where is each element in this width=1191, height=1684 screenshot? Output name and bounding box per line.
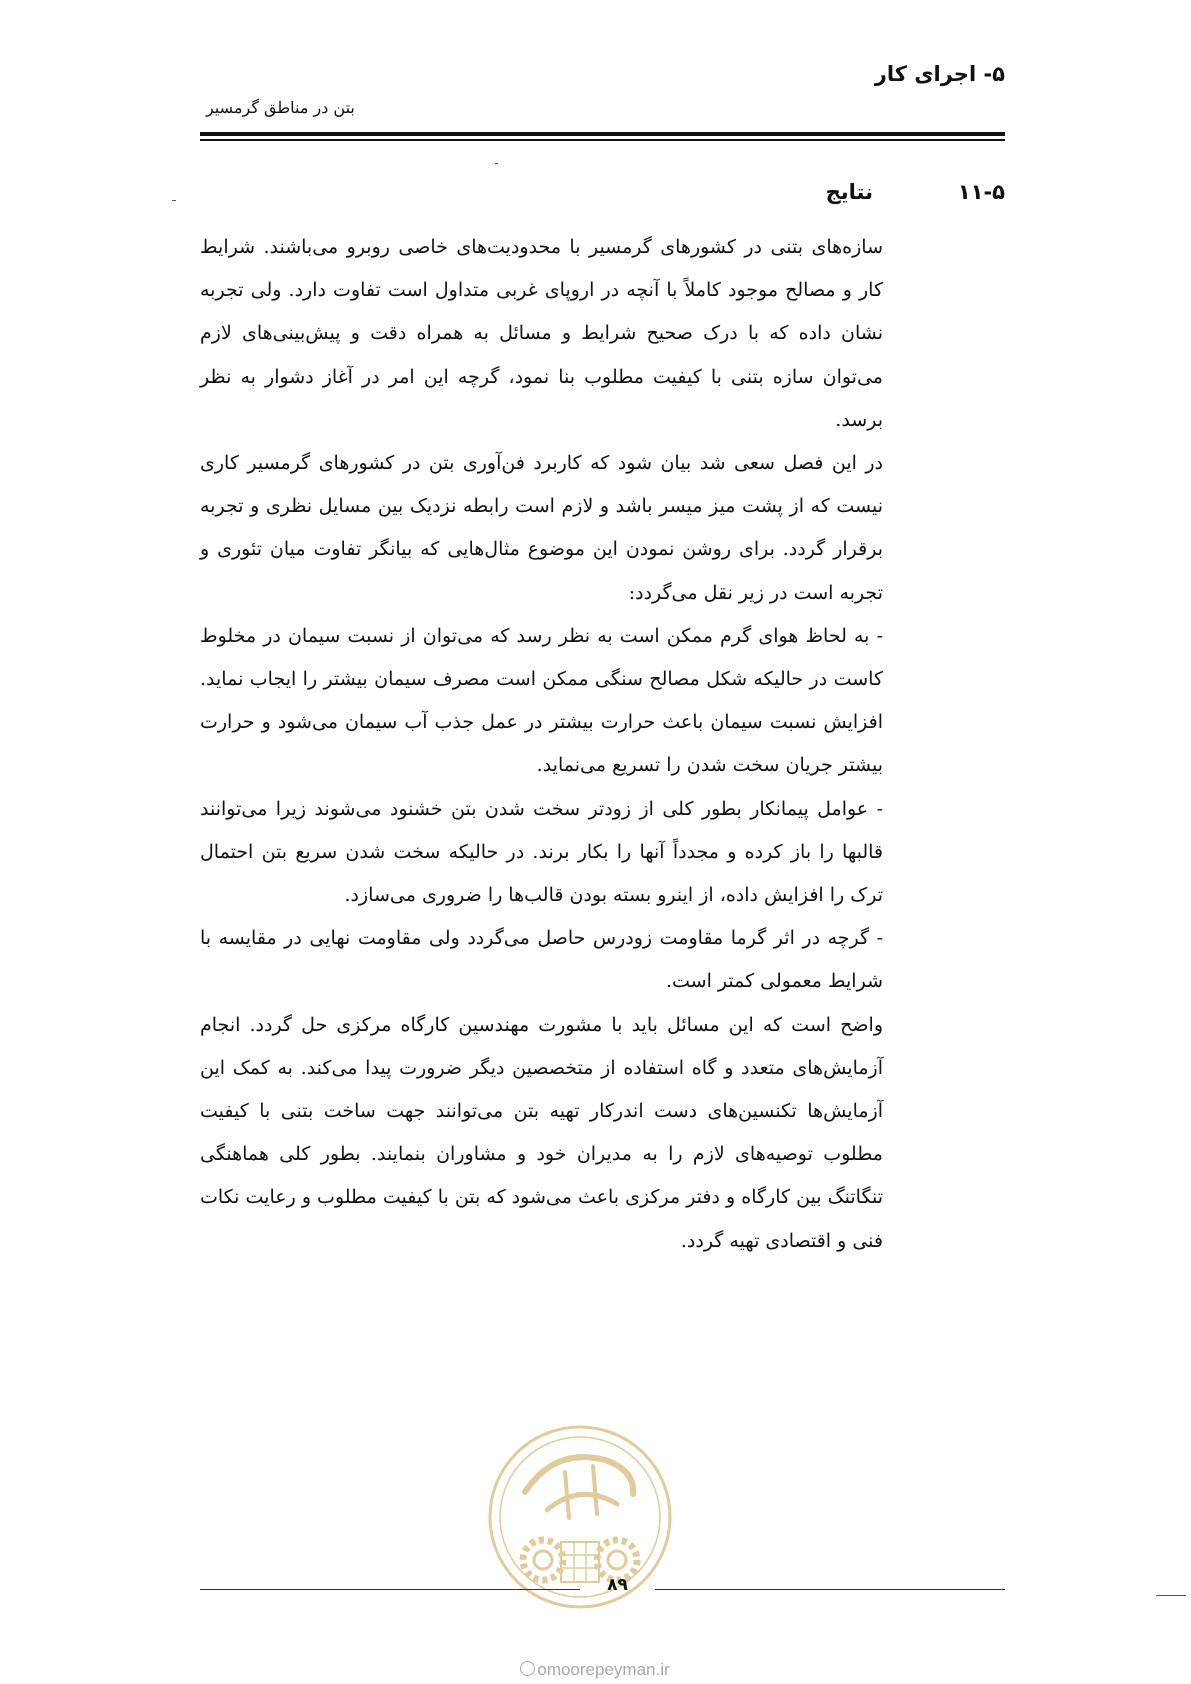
paragraph-bullet-cement-ratio: - به لحاظ هوای گرم ممکن است به نظر رسد که می‌توان از نسبت سیمان در مخلوط کاست در حالیکه شکل مصالح سنگی ممکن است مصرف سیمان بیشتر را ایجاب نماید. افزایش نسبت سیمان باعث حرارت بیشتر در عمل جذب آب سیمان می‌شود و حرارت بیشتر جریان سخت شدن را تسریع می‌نماید. xyxy=(200,624,883,777)
paragraph-bullet-contractor: - عوامل پیمانکار بطور کلی از زودتر سخت شدن بتن خشنود می‌شوند زیرا می‌توانند قالبها را باز کرده و مجدداً آنها را بکار برند. در حالیکه سخت شدن سریع بتن احتمال ترک را افزایش داده، از اینرو بسته بودن قالب‌ها را ضروری می‌سازد. xyxy=(200,797,883,907)
paragraph-conclusion: واضح است که این مسائل باید با مشورت مهندسین کارگاه مرکزی حل گردد. انجام آزمایش‌های متعدد و گاه استفاده از متخصصین دیگر ضرورت پیدا می‌کند. به کمک این آزمایش‌ها تکنسین‌های دست اندرکار تهیه بتن می‌توانند جهت ساخت بتنی با کیفیت مطلوب توصیه‌های لازم را به مدیران خود و مشاوران بنمایند. بطور کلی هماهنگی تنگاتنگ بین کارگاه و دفتر مرکزی باعث می‌شود که بتن با کیفیت مطلوب و رعایت نکات فنی و اقتصادی تهیه گردد. xyxy=(200,1013,883,1252)
scan-edge-mark xyxy=(1156,1595,1186,1596)
site-credit xyxy=(470,1660,720,1680)
paragraph-bullet-strength: - گرچه در اثر گرما مقاومت زودرس حاصل می‌گردد ولی مقاومت نهایی در مقایسه با شرایط معمولی کمتر است. xyxy=(200,927,883,993)
paragraph-intro: سازه‌های بتنی در کشورهای گرمسیر با محدودیت‌های خاصی روبرو می‌باشند. شرایط کار و مصالح موجود کاملاً با آنچه در اروپای غربی متداول است تفاوت دارد. ولی تجربه نشان داده که با درک صحیح شرایط و مسائل به همراه دقت و پیش‌بینی‌های لازم می‌توان سازه بتنی با کیفیت مطلوب بنا نمود، گرچه این امر در آغاز دشوار به نظر برسد. xyxy=(200,236,883,431)
body-text xyxy=(200,226,883,1263)
page-number: ۸۹ xyxy=(607,1575,628,1595)
footer-rule-left xyxy=(200,1589,580,1590)
paragraph-chapter-summary: در این فصل سعی شد بیان شود که کاربرد فن‌آوری بتن در کشورهای گرمسیر کاری نیست که از پشت میز میسر باشد و لازم است رابطه نزدیک بین مسایل نظری و تجربه برقرار گردد. برای روشن نمودن این موضوع مثال‌هایی که بیانگر تفاوت میان تئوری و تجربه است در زیر نقل می‌گردد: xyxy=(200,452,884,604)
site-credit-label: omoorepeyman.ir xyxy=(537,1660,670,1679)
scan-dot-mark xyxy=(172,200,176,201)
globe-icon xyxy=(520,1661,535,1676)
section-number: ۱۱-۵ xyxy=(957,180,1005,204)
section-title: نتایج xyxy=(825,180,873,204)
footer-rule-right xyxy=(655,1589,1005,1590)
scan-dot-mark xyxy=(495,163,498,164)
header-rule-thick xyxy=(200,132,1005,136)
chapter-title: ۵- اجرای کار xyxy=(874,62,1005,86)
header-rule-thin xyxy=(200,139,1005,141)
section-heading xyxy=(188,180,1005,210)
running-header-title: بتن در مناطق گرمسیر xyxy=(206,98,355,117)
